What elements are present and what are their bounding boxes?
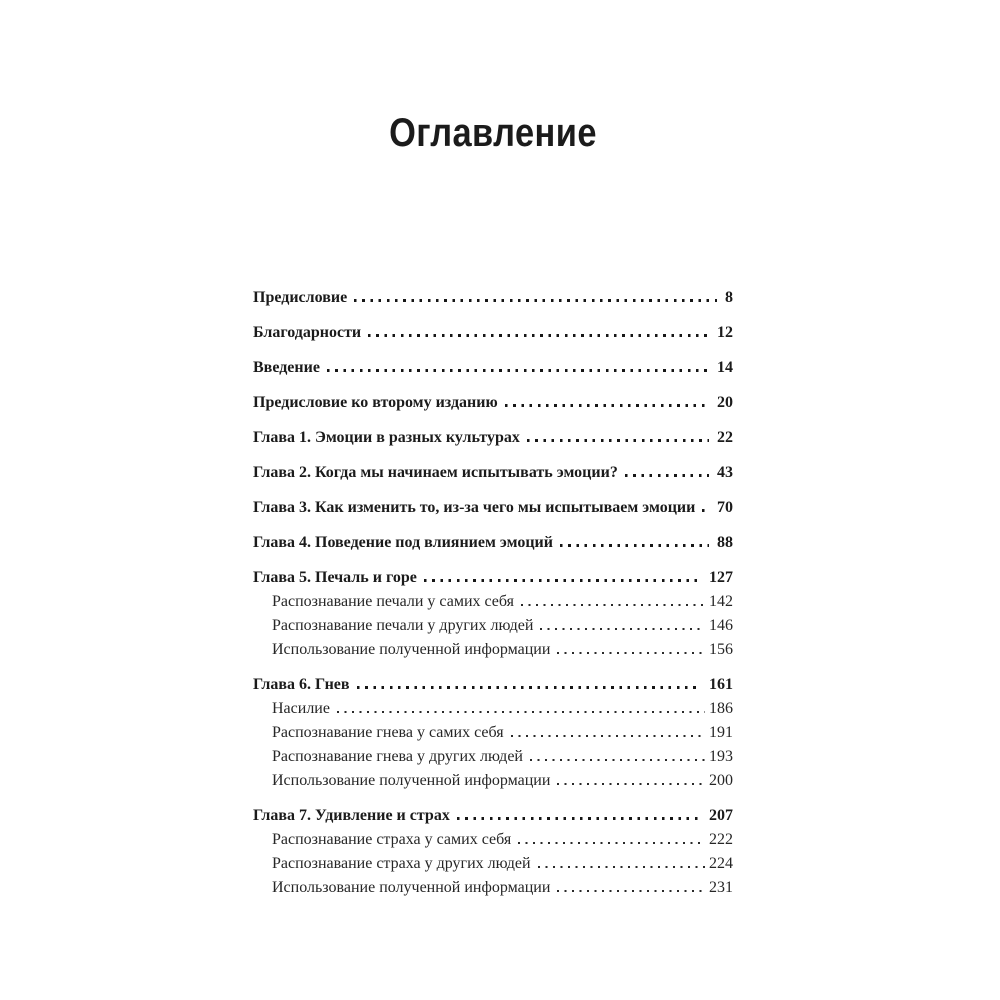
toc-entry-label: Глава 7. Удивление и страх — [253, 807, 450, 824]
book-page — [253, 0, 733, 897]
toc-entry — [253, 592, 733, 611]
toc-entry-label: Распознавание гнева у других людей — [272, 748, 523, 765]
table-of-contents — [253, 288, 733, 897]
dot-leader — [357, 686, 701, 689]
toc-entry-label: Предисловие ко второму изданию — [253, 394, 498, 411]
toc-entry-label: Благодарности — [253, 324, 362, 341]
toc-entry-page: 156 — [709, 641, 733, 658]
toc-entry-page: 161 — [709, 676, 733, 693]
toc-entry — [253, 616, 733, 635]
dot-leader — [521, 604, 705, 606]
dot-leader — [327, 369, 709, 372]
toc-entry — [253, 675, 733, 694]
toc-entry-label: Распознавание печали у самих себя — [272, 593, 515, 610]
dot-leader — [560, 544, 709, 547]
toc-entry — [253, 747, 733, 766]
toc-entry-label: Использование полученной информации — [272, 641, 551, 658]
toc-entry-page: 22 — [717, 429, 733, 446]
page-title: Оглавление — [389, 111, 597, 155]
dot-leader — [702, 509, 709, 512]
toc-entry — [253, 288, 733, 307]
toc-entry — [253, 878, 733, 897]
dot-leader — [625, 474, 709, 477]
toc-entry — [253, 806, 733, 825]
dot-leader — [557, 890, 705, 892]
dot-leader — [424, 579, 701, 582]
toc-entry — [253, 699, 733, 718]
toc-entry — [253, 568, 733, 587]
toc-entry-page: 70 — [717, 499, 733, 516]
toc-entry-label: Глава 5. Печаль и горе — [253, 569, 417, 586]
toc-entry-page: 193 — [709, 748, 733, 765]
toc-entry-label: Введение — [253, 359, 320, 376]
toc-entry-label: Распознавание страха у самих себя — [272, 831, 512, 848]
toc-entry-page: 222 — [709, 831, 733, 848]
toc-entry-label: Глава 1. Эмоции в разных культурах — [253, 429, 520, 446]
dot-leader — [337, 711, 705, 713]
toc-entry-page: 200 — [709, 772, 733, 789]
dot-leader — [538, 866, 705, 868]
toc-entry — [253, 854, 733, 873]
toc-entry — [253, 640, 733, 659]
toc-entry-page: 186 — [709, 700, 733, 717]
toc-entry-label: Использование полученной информации — [272, 879, 551, 896]
toc-entry-page: 207 — [709, 807, 733, 824]
toc-entry-page: 224 — [709, 855, 733, 872]
dot-leader — [530, 759, 705, 761]
toc-entry — [253, 393, 733, 412]
toc-entry — [253, 498, 733, 517]
toc-entry-page: 191 — [709, 724, 733, 741]
dot-leader — [511, 735, 705, 737]
dot-leader — [354, 299, 717, 302]
toc-entry-page: 127 — [709, 569, 733, 586]
dot-leader — [557, 783, 705, 785]
toc-entry-label: Глава 2. Когда мы начинаем испытывать эмоции? — [253, 464, 618, 481]
dot-leader — [557, 652, 705, 654]
toc-entry-page: 88 — [717, 534, 733, 551]
toc-entry-page: 43 — [717, 464, 733, 481]
toc-entry — [253, 723, 733, 742]
toc-entry-label: Глава 3. Как изменить то, из-за чего мы испытываем эмоции — [253, 499, 696, 516]
toc-entry — [253, 830, 733, 849]
toc-entry-label: Предисловие — [253, 289, 348, 306]
toc-entry-label: Глава 6. Гнев — [253, 676, 350, 693]
toc-entry — [253, 323, 733, 342]
toc-entry-page: 142 — [709, 593, 733, 610]
toc-entry-page: 8 — [725, 289, 733, 306]
toc-entry-label: Распознавание гнева у самих себя — [272, 724, 504, 741]
toc-entry — [253, 463, 733, 482]
toc-entry — [253, 428, 733, 447]
toc-entry-page: 231 — [709, 879, 733, 896]
toc-entry-label: Распознавание печали у других людей — [272, 617, 534, 634]
toc-entry — [253, 771, 733, 790]
toc-entry-label: Насилие — [272, 700, 330, 717]
toc-entry-label: Глава 4. Поведение под влиянием эмоций — [253, 534, 553, 551]
toc-entry — [253, 358, 733, 377]
dot-leader — [505, 404, 709, 407]
dot-leader — [540, 628, 705, 630]
dot-leader — [527, 439, 709, 442]
toc-entry-label: Распознавание страха у других людей — [272, 855, 531, 872]
dot-leader — [368, 334, 709, 337]
toc-entry-page: 146 — [709, 617, 733, 634]
toc-entry-label: Использование полученной информации — [272, 772, 551, 789]
toc-entry — [253, 533, 733, 552]
dot-leader — [457, 817, 701, 820]
toc-entry-page: 14 — [717, 359, 733, 376]
toc-entry-page: 20 — [717, 394, 733, 411]
dot-leader — [518, 842, 705, 844]
toc-entry-page: 12 — [717, 324, 733, 341]
